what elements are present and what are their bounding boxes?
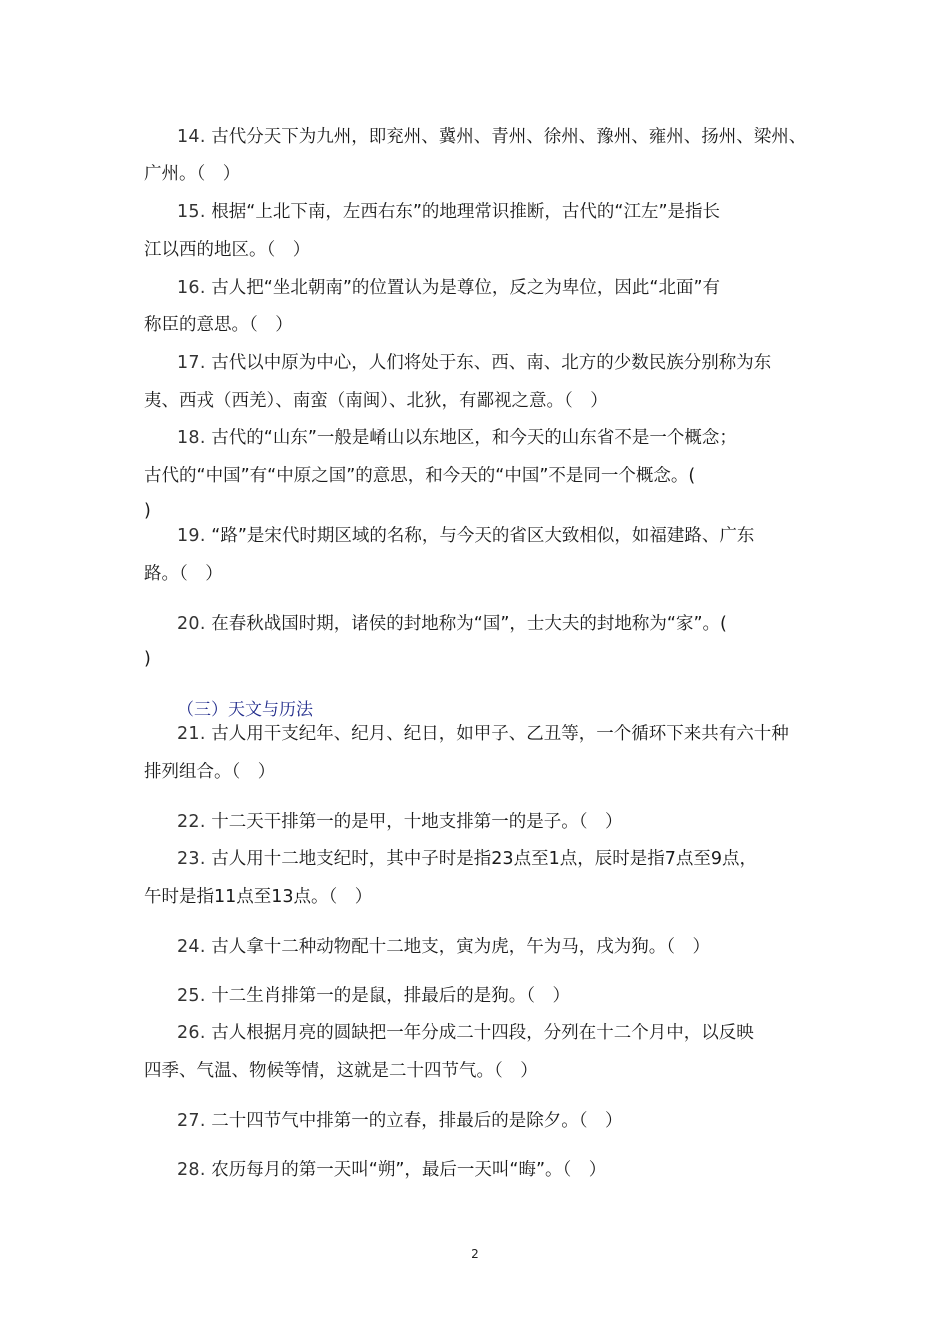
question-17-line-1: 17. 古代以中原为中心，人们将处于东、西、南、北方的少数民族分别称为东 <box>177 353 772 373</box>
question-20-line-1: 20. 在春秋战国时期，诸侯的封地称为“国”，士大夫的封地称为“家”。( <box>177 614 727 634</box>
question-number: 27. <box>177 1111 206 1131</box>
question-18-line-3: ) <box>144 501 151 521</box>
question-number: 28. <box>177 1160 206 1180</box>
question-23-line-1: 23. 古人用十二地支纪时，其中子时是指23点至1点，辰时是指7点至9点， <box>177 849 757 869</box>
question-23-line-2: 午时是指11点至13点。（ ） <box>144 887 373 907</box>
question-19-line-2: 路。（ ） <box>144 564 223 584</box>
question-number: 20. <box>177 614 206 634</box>
question-27-line-1: 27. 二十四节气中排第一的立春，排最后的是除夕。（ ） <box>177 1111 623 1131</box>
question-25-line-1: 25. 十二生肖排第一的是鼠，排最后的是狗。（ ） <box>177 986 571 1006</box>
question-14-line-1: 14. 古代分天下为九州，即兖州、冀州、青州、徐州、豫州、雍州、扬州、梁州、 <box>177 127 807 147</box>
question-28-line-1: 28. 农历每月的第一天叫“朔”，最后一天叫“晦”。（ ） <box>177 1160 607 1180</box>
question-26-line-2: 四季、气温、物候等情，这就是二十四节气。（ ） <box>144 1061 538 1081</box>
question-number: 23. <box>177 849 206 869</box>
question-21-line-1: 21. 古人用干支纪年、纪月、纪日，如甲子、乙丑等，一个循环下来共有六十种 <box>177 724 789 744</box>
question-number: 18. <box>177 428 206 448</box>
question-16-line-1: 16. 古人把“坐北朝南”的位置认为是尊位，反之为卑位，因此“北面”有 <box>177 278 721 298</box>
section-heading: （三）天文与历法 <box>177 700 313 720</box>
question-number: 21. <box>177 724 206 744</box>
question-number: 19. <box>177 526 206 546</box>
question-17-line-2: 夷、西戎（西羌）、南蛮（南闽）、北狄，有鄙视之意。（ ） <box>144 391 608 411</box>
question-15-line-1: 15. 根据“上北下南，左西右东”的地理常识推断，古代的“江左”是指长 <box>177 202 721 222</box>
question-21-line-2: 排列组合。（ ） <box>144 762 276 782</box>
question-14-line-2: 广州。（ ） <box>144 164 241 184</box>
question-22-line-1: 22. 十二天干排第一的是甲，十地支排第一的是子。（ ） <box>177 812 623 832</box>
question-number: 14. <box>177 127 206 147</box>
question-number: 22. <box>177 812 206 832</box>
question-26-line-1: 26. 古人根据月亮的圆缺把一年分成二十四段，分列在十二个月中，以反映 <box>177 1023 754 1043</box>
question-18-line-1: 18. 古代的“山东”一般是崤山以东地区，和今天的山东省不是一个概念； <box>177 428 737 448</box>
question-number: 25. <box>177 986 206 1006</box>
page-number: 2 <box>471 1247 479 1261</box>
question-16-line-2: 称臣的意思。（ ） <box>144 315 293 335</box>
question-24-line-1: 24. 古人拿十二种动物配十二地支，寅为虎，午为马，戌为狗。（ ） <box>177 937 711 957</box>
question-number: 26. <box>177 1023 206 1043</box>
question-number: 16. <box>177 278 206 298</box>
question-19-line-1: 19. “路”是宋代时期区域的名称，与今天的省区大致相似，如福建路、广东 <box>177 526 755 546</box>
question-number: 15. <box>177 202 206 222</box>
question-20-line-2: ) <box>144 649 151 669</box>
question-number: 17. <box>177 353 206 373</box>
question-18-line-2: 古代的“中国”有“中原之国”的意思，和今天的“中国”不是同一个概念。( <box>144 466 696 486</box>
question-number: 24. <box>177 937 206 957</box>
question-15-line-2: 江以西的地区。（ ） <box>144 240 311 260</box>
